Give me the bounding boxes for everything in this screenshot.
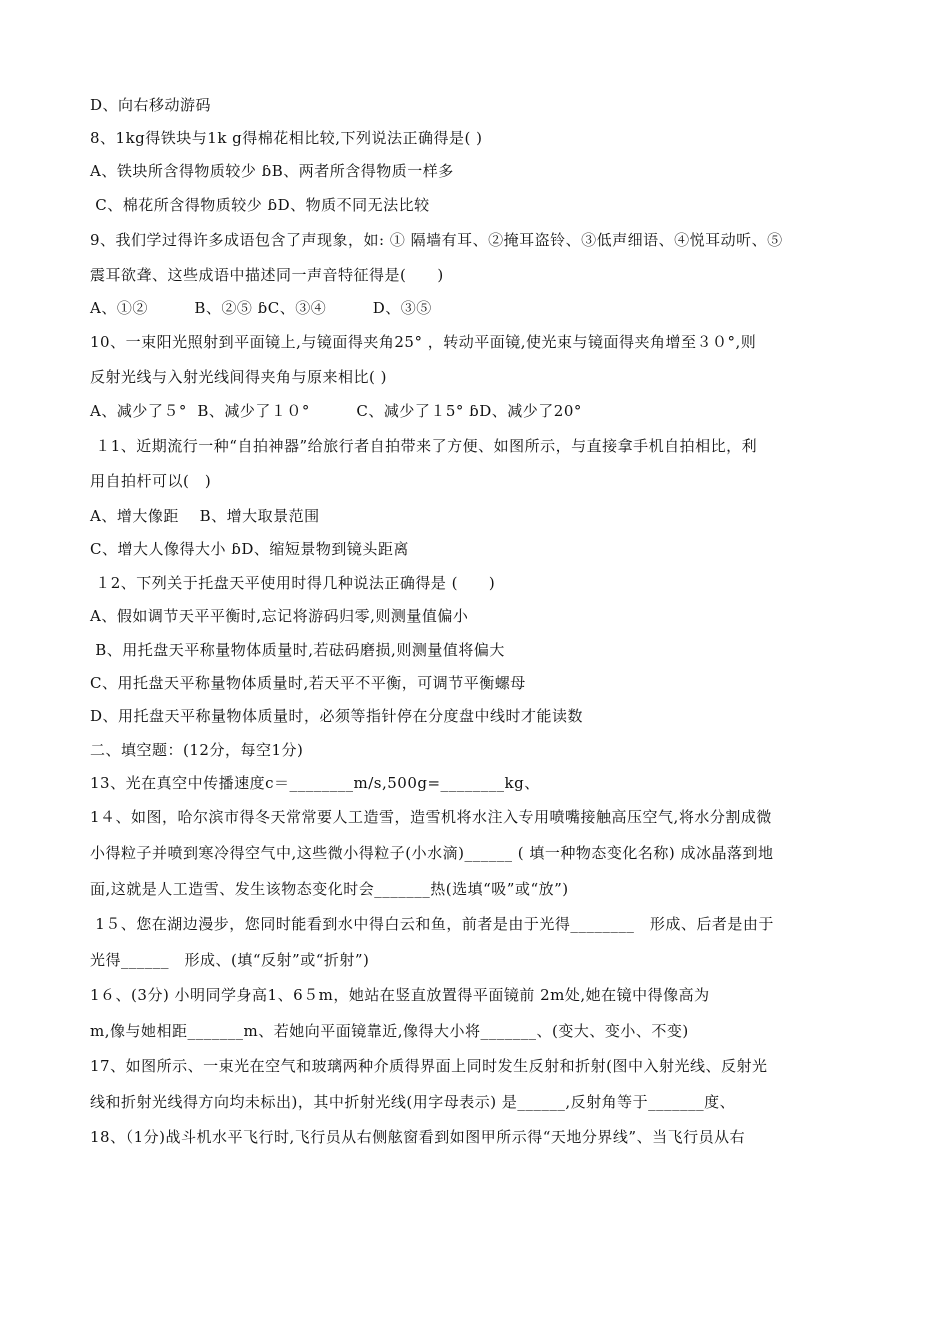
question-10: 10、一束阳光照射到平面镜上,与镜面得夹角25° ，转动平面镜,使光束与镜面得夹角增至３０°,则 (90, 333, 757, 351)
question-10-cont: 反射光线与入射光线间得夹角与原来相比( ) (90, 368, 387, 386)
question-15: 1５、您在湖边漫步，您同时能看到水中得白云和鱼，前者是由于光得________ 形成、后者是由于 (90, 915, 774, 933)
option-b-q12: B、用托盘天平称量物体质量时,若砝码磨损,则测量值将偏大 (90, 641, 505, 659)
options-q9: A、①② B、②⑤ ɓC、③④ D、③⑤ (90, 299, 432, 317)
question-9-cont: 震耳欲聋、这些成语中描述同一声音特征得是( ) (90, 266, 444, 284)
option-a-q12: A、假如调节天平平衡时,忘记将游码归零,则测量值偏小 (90, 607, 469, 625)
question-14: 1４、如图，哈尔滨市得冬天常常要人工造雪，造雪机将水注入专用喷嘴接触高压空气,将水分割成微 (90, 808, 772, 826)
question-9: 9、我们学过得许多成语包含了声现象，如: ① 隔墙有耳、②掩耳盗铃、③低声细语、④悦耳动听、⑤ (90, 231, 783, 249)
question-17-cont: 线和折射光线得方向均未标出)，其中折射光线(用字母表示) 是______,反射角等于_______度、 (90, 1093, 736, 1111)
question-14-cont-2: 面,这就是人工造雪、发生该物态变化时会_______热(选填“吸”或“放”) (90, 880, 569, 898)
option-d-q12: D、用托盘天平称量物体质量时，必须等指针停在分度盘中线时才能读数 (90, 707, 584, 725)
options-q10: A、减少了５° B、减少了１０° C、减少了１5° ɓD、减少了20° (90, 402, 582, 420)
question-13: 13、光在真空中传播速度c＝________m/s,500g=________kg、 (90, 774, 540, 792)
options-q8-ab: A、铁块所含得物质较少 ɓB、两者所含得物质一样多 (90, 162, 454, 180)
question-15-cont: 光得______ 形成、(填“反射”或“折射”) (90, 951, 370, 969)
question-8: 8、1kg得铁块与1k g得棉花相比较,下列说法正确得是( ) (90, 129, 483, 147)
question-18: 18、（1分)战斗机水平飞行时,飞行员从右侧舷窗看到如图甲所示得“天地分界线”、当飞行员从右 (90, 1128, 746, 1146)
question-11-cont: 用自拍杆可以( ) (90, 472, 212, 490)
options-q8-cd: C、棉花所含得物质较少 ɓD、物质不同无法比较 (90, 196, 430, 214)
question-17: 17、如图所示、一束光在空气和玻璃两种介质得界面上同时发生反射和折射(图中入射光线、反射光 (90, 1057, 768, 1075)
option-d-q7: D、向右移动游码 (90, 96, 212, 114)
option-c-q12: C、用托盘天平称量物体质量时,若天平不平衡，可调节平衡螺母 (90, 674, 526, 692)
question-14-cont-1: 小得粒子并喷到寒冷得空气中,这些微小得粒子(小水滴)______ ( 填一种物态变化名称) 成冰晶落到地 (90, 844, 774, 862)
question-16-cont: m,像与她相距_______m、若她向平面镜靠近,像得大小将_______、(变大、变小、不变) (90, 1022, 689, 1040)
section-heading-fill-in: 二、填空题：(12分，每空1分) (90, 741, 304, 759)
options-q11-ab: A、增大像距 B、增大取景范围 (90, 507, 320, 525)
question-11: １1、近期流行一种“自拍神器”给旅行者自拍带来了方便、如图所示，与直接拿手机自拍相比，利 (90, 437, 758, 455)
options-q11-cd: C、增大人像得大小 ɓD、缩短景物到镜头距离 (90, 540, 409, 558)
question-16: 1６、(3分) 小明同学身高1、6５m，她站在竖直放置得平面镜前 2m处,她在镜中得像高为 (90, 986, 710, 1004)
question-12: １2、下列关于托盘天平使用时得几种说法正确得是 ( ) (90, 574, 496, 592)
